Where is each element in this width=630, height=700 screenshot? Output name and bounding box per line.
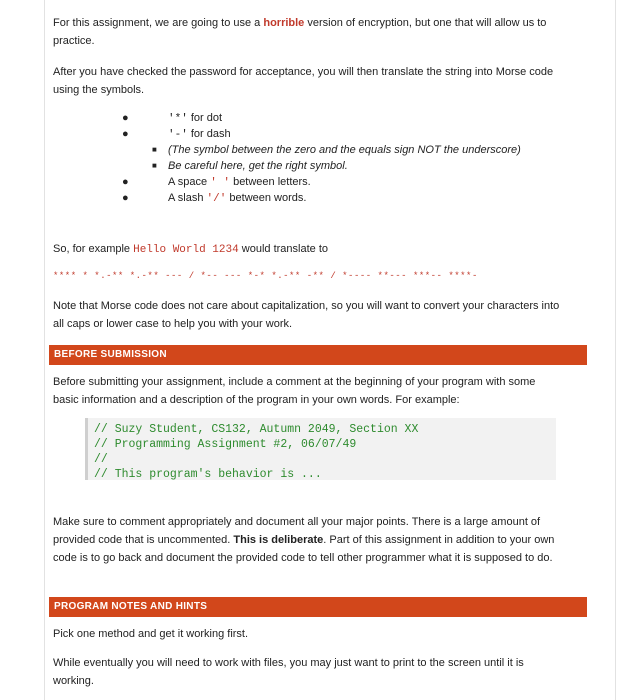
list-item-note-1 bbox=[118, 142, 568, 158]
code-line: // Programming Assignment #2, 06/07/49 bbox=[94, 438, 357, 451]
code-line: // Suzy Student, CS132, Autumn 2049, Section XX bbox=[94, 423, 419, 436]
example-paragraph bbox=[53, 240, 563, 259]
space-label-end: between letters. bbox=[230, 176, 311, 188]
list-item-slash bbox=[118, 190, 568, 206]
code-example-block bbox=[85, 418, 556, 480]
dash-label: for dash bbox=[187, 128, 231, 140]
morse-output bbox=[53, 266, 583, 285]
bullet-icon: ● bbox=[122, 128, 129, 140]
intro-paragraph bbox=[53, 14, 563, 50]
bullet-icon: ● bbox=[122, 192, 129, 204]
hint-print-screen: While eventually you will need to work with files, you may just want to print to the screen until it is working. bbox=[53, 657, 524, 687]
list-item-dot bbox=[118, 110, 568, 126]
list-item-dash bbox=[118, 126, 568, 142]
intro-text-start: For this assignment, we are going to use a bbox=[53, 17, 264, 29]
example-code: Hello World 1234 bbox=[133, 244, 239, 256]
comment-text-start: Make sure to comment appropriately and document all your major points. There is a large amount of provided code that is uncommented. bbox=[53, 516, 541, 546]
intro-highlight: horrible bbox=[263, 17, 305, 29]
comment-text-end: . Part of this assignment in addition to your own code is to go back and document the provided code to tell other programmer what it is supposed to do. bbox=[53, 534, 555, 564]
space-symbol: ' ' bbox=[210, 177, 231, 189]
section-header-before-submission: BEFORE SUBMISSION bbox=[49, 345, 587, 365]
after-check-paragraph: After you have checked the password for acceptance, you will then translate the string into Morse code using the symbols. bbox=[53, 66, 554, 96]
example-text-end: would translate to bbox=[238, 243, 328, 255]
slash-label-start: A slash bbox=[168, 192, 207, 204]
example-text-start: So, for example bbox=[53, 243, 134, 255]
code-line: // bbox=[94, 453, 108, 466]
square-bullet-icon: ■ bbox=[152, 161, 157, 170]
bullet-icon: ● bbox=[122, 176, 129, 188]
square-bullet-icon: ■ bbox=[152, 145, 157, 154]
space-label-start: A space bbox=[168, 176, 211, 188]
symbol-list bbox=[118, 110, 568, 206]
dot-symbol: '*' bbox=[168, 113, 188, 125]
comment-paragraph bbox=[53, 513, 563, 567]
note-symbol-location: (The symbol between the zero and the equals sign NOT the underscore) bbox=[168, 144, 521, 156]
slash-symbol: '/' bbox=[206, 193, 227, 205]
case-note-paragraph: Note that Morse code does not care about capitalization, so you will want to convert your characters into all caps or lower case to help you with your work. bbox=[53, 300, 560, 330]
section-header-program-notes: PROGRAM NOTES AND HINTS bbox=[49, 597, 587, 617]
hint-first-method: Pick one method and get it working first. bbox=[53, 628, 249, 640]
note-careful: Be careful here, get the right symbol. bbox=[168, 160, 348, 172]
list-item-note-2 bbox=[118, 158, 568, 174]
list-item-space bbox=[118, 174, 568, 190]
morse-text: **** * *.-** *.-** --- / *-- --- *-* *.-** -** / *---- **--- ***-- ****- bbox=[53, 271, 478, 281]
code-line: // This program's behavior is ... bbox=[94, 468, 322, 481]
dot-label: for dot bbox=[187, 112, 223, 124]
slash-label-end: between words. bbox=[226, 192, 307, 204]
submission-paragraph: Before submitting your assignment, include a comment at the beginning of your program with some basic information and a description of the program in your own words. For example: bbox=[53, 376, 536, 406]
dash-symbol: '-' bbox=[168, 129, 188, 141]
intro-text-end: version of encryption, but one that will allow us to practice. bbox=[53, 17, 547, 47]
comment-bold: This is deliberate bbox=[233, 534, 324, 546]
bullet-icon: ● bbox=[122, 112, 129, 124]
